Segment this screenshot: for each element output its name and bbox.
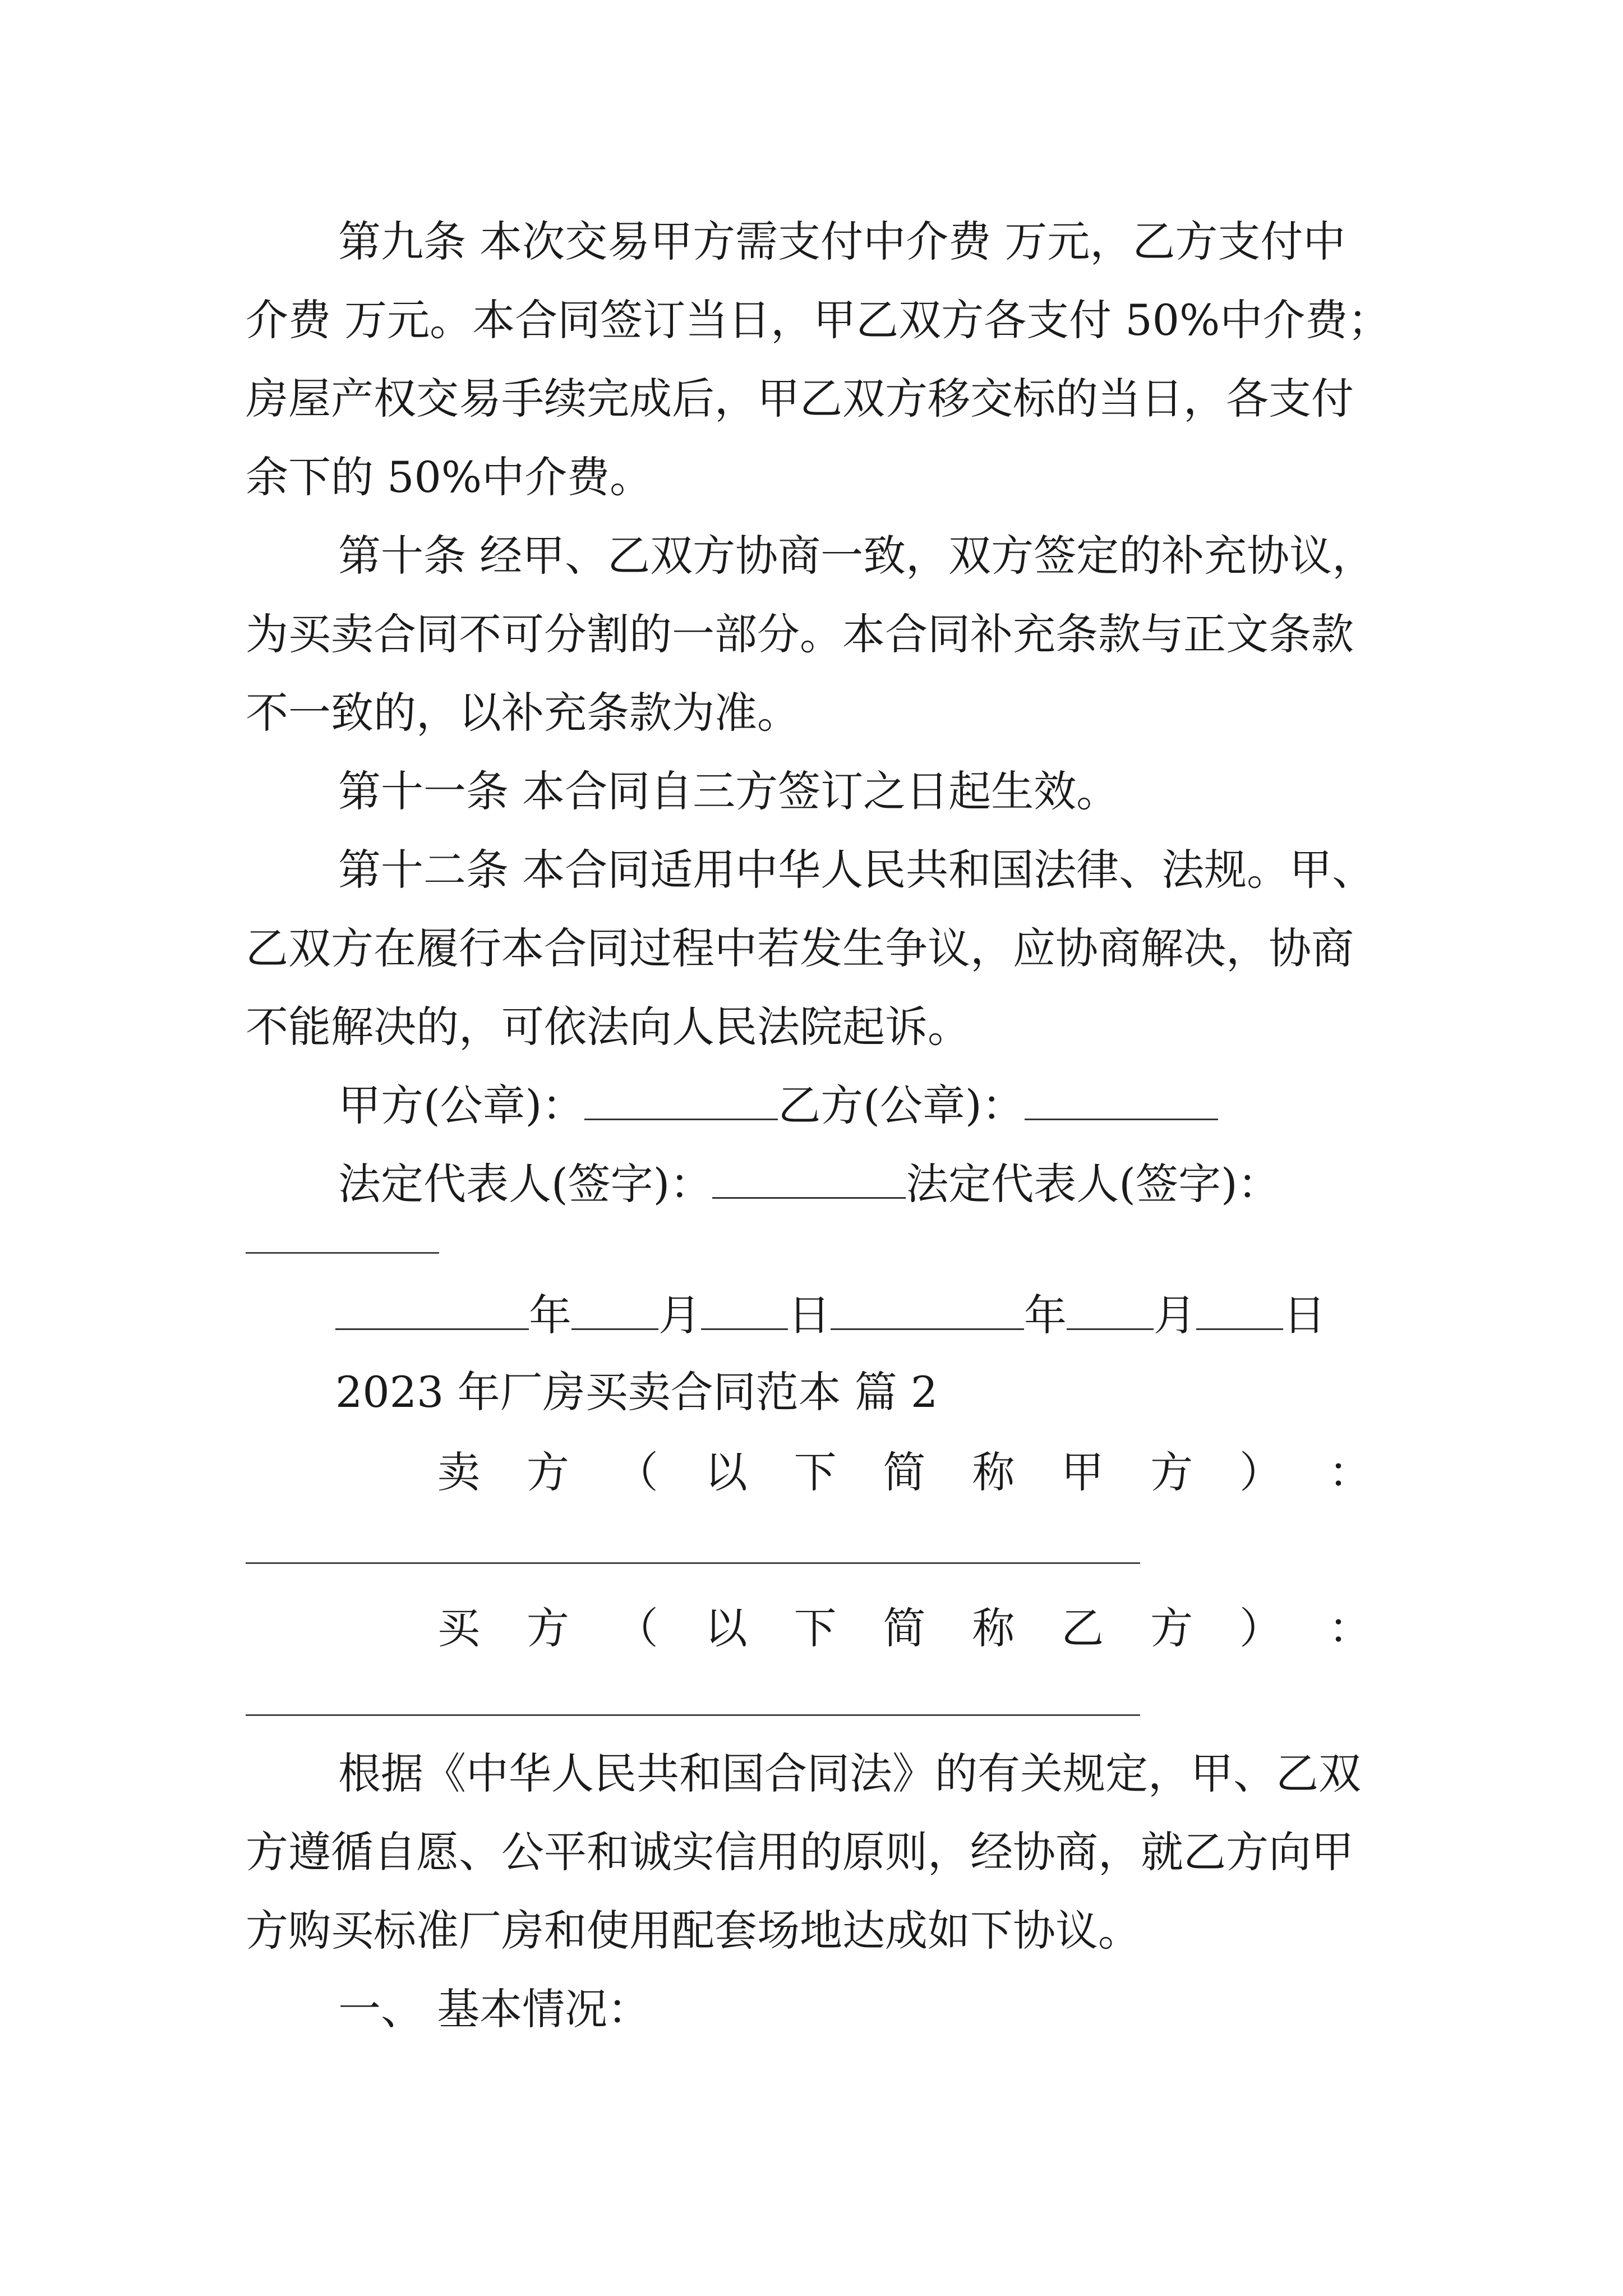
seller-char: 方 [1150,1447,1193,1497]
date-b-day: 日 [1283,1290,1326,1340]
party-a-label: 甲方(公章)： [338,1080,585,1130]
basic-info-heading: 一、 基本情况： [338,1984,651,2034]
buyer-line [437,1600,1371,1657]
seller-char: 甲 [1061,1447,1104,1497]
party-a-blank [584,1079,778,1120]
seller-char: ） [1239,1447,1283,1497]
seller-char: ： [1328,1447,1371,1497]
buyer-char: 乙 [1061,1603,1104,1653]
party-b-blank [1025,1079,1218,1120]
buyer-char: 简 [883,1603,926,1653]
seller-blank [246,1562,1140,1564]
clause9-line3: 房屋产权交易手续完成后，甲乙双方移交标的当日，各支付 [246,374,1354,424]
clause9-line4: 余下的 50%中介费。 [246,452,653,502]
date-b-day-blank [1196,1289,1283,1330]
buyer-blank [246,1714,1140,1716]
date-b-year: 年 [1024,1290,1067,1340]
buyer-char: （ [615,1603,658,1653]
date-a-month-blank [571,1289,658,1330]
rep-a-blank [712,1158,906,1199]
clause12-line3: 不能解决的，可依法向人民法院起诉。 [246,1002,970,1052]
date-a-day-blank [701,1289,788,1330]
seller-char: 卖 [437,1447,480,1497]
clause10-line3: 不一致的，以补充条款为准。 [246,688,800,738]
date-b-year-blank [831,1289,1024,1330]
date-a-month: 月 [658,1290,701,1340]
party-seal-line [338,1078,1218,1134]
clause10-line1: 第十条 经甲、乙双方协商一致，双方签定的补充协议， [338,531,1375,581]
buyer-char: 称 [972,1603,1015,1653]
clause9-line2: 介费 万元。本合同签订当日，甲乙双方各支付 50%中介费； [246,295,1391,345]
clause9-line1: 第九条 本次交易甲方需支付中介费 万元，乙方支付中 [338,217,1346,266]
buyer-char: 方 [526,1603,569,1653]
date-line [335,1287,1326,1343]
seller-line [437,1444,1371,1501]
date-a-day: 日 [788,1290,831,1340]
date-a-year-blank [335,1289,529,1330]
seller-char: 简 [883,1447,926,1497]
date-b-month: 月 [1154,1290,1196,1340]
date-a-year: 年 [529,1290,571,1340]
rep-a-label: 法定代表人(签字)： [338,1159,713,1209]
buyer-char: ） [1239,1603,1283,1653]
seller-char: （ [615,1447,658,1497]
seller-char: 以 [704,1447,748,1497]
buyer-char: 以 [704,1603,748,1653]
seller-char: 称 [972,1447,1015,1497]
rep-b-label: 法定代表人(签字)： [906,1159,1280,1209]
buyer-char: 方 [1150,1603,1193,1653]
party-b-label: 乙方(公章)： [778,1080,1025,1130]
seller-char: 方 [526,1447,569,1497]
seller-char: 下 [794,1447,837,1497]
buyer-char: ： [1328,1603,1371,1653]
clause12-line1: 第十二条 本合同适用中华人民共和国法律、法规。甲、 [338,845,1375,895]
clause11-line1: 第十一条 本合同自三方签订之日起生效。 [338,766,1119,816]
rep-b-blank [246,1252,439,1254]
representative-line [338,1156,1280,1212]
clause12-line2: 乙双方在履行本合同过程中若发生争议，应协商解决，协商 [246,923,1354,973]
intro-line3: 方购买标准厂房和使用配套场地达成如下协议。 [246,1906,1141,1955]
buyer-char: 买 [437,1603,480,1653]
intro-line1: 根据《中华人民共和国合同法》的有关规定，甲、乙双 [338,1749,1361,1798]
date-b-month-blank [1067,1289,1154,1330]
section2-title: 2023 年厂房买卖合同范本 篇 2 [335,1367,938,1417]
clause10-line2: 为买卖合同不可分割的一部分。本合同补充条款与正文条款 [246,609,1354,659]
intro-line2: 方遵循自愿、公平和诚实信用的原则，经协商，就乙方向甲 [246,1827,1354,1877]
buyer-char: 下 [794,1603,837,1653]
